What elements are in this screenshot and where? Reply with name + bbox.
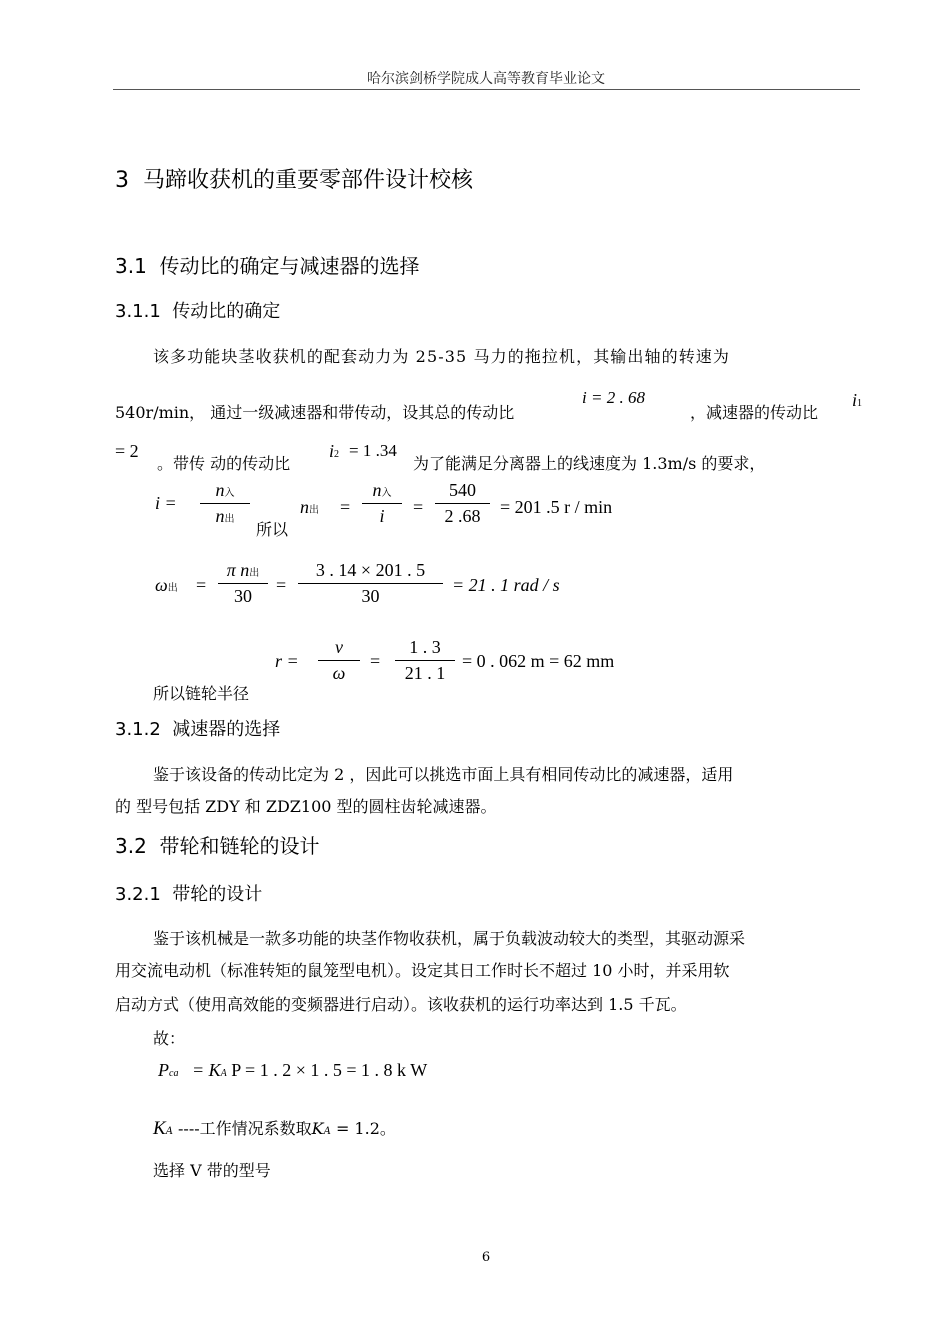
section-title: 传动比的确定	[172, 301, 281, 322]
section-3-1-heading	[115, 250, 420, 279]
fraction-bar	[395, 660, 455, 661]
f2-lhs: ω	[155, 575, 168, 595]
paragraph-line: 该多功能块茎收获机的配套动力为 25-35 马力的拖拉机，其输出轴的转速为	[153, 347, 730, 366]
f2-num2: 3 . 14 × 201 . 5	[315, 560, 426, 580]
f3-num1: v	[335, 637, 343, 657]
formula2-fraction2	[298, 560, 443, 607]
fraction-bar	[362, 503, 402, 504]
formula3-lhs: r =	[275, 651, 299, 671]
formula2-lhs	[155, 575, 178, 596]
chapter-number: 3	[115, 168, 129, 193]
f1-den2: i	[379, 506, 385, 526]
f1-lhs2: n	[300, 497, 309, 517]
eq-text: i = 2 . 68	[582, 388, 645, 407]
fraction-bar	[435, 503, 490, 504]
page-header: 哈尔滨剑桥学院成人高等教育毕业论文	[367, 71, 605, 87]
ka-symbol: K	[153, 1118, 166, 1139]
fraction-bar	[298, 583, 443, 584]
formula3-eq1: =	[370, 651, 381, 671]
section-number: 3.2.1	[115, 884, 161, 905]
section-title: 减速器的选择	[172, 719, 281, 740]
paragraph-line: 启动方式（使用高效能的变频器进行启动）。该收获机的运行功率达到 1.5 千瓦。	[115, 995, 687, 1014]
formula1-lhs2	[300, 497, 319, 518]
f2-lhs-sub: 出	[167, 583, 178, 594]
power-formula	[158, 1060, 427, 1081]
formula3-fraction2	[395, 637, 455, 684]
section-title: 带轮的设计	[172, 884, 263, 905]
section-3-2-heading	[115, 830, 320, 859]
f3-den2: 21 . 1	[404, 663, 446, 683]
paragraph-line: 。带传 动的传动比	[157, 454, 291, 473]
formula3-result: = 0 . 062 m = 62 mm	[462, 651, 615, 671]
section-number: 3.1	[115, 254, 147, 278]
f1-num2: n	[372, 480, 382, 500]
chapter-title: 马蹄收获机的重要零部件设计校核	[143, 168, 474, 193]
fraction-bar	[218, 583, 268, 584]
i2-subscript: 2	[334, 449, 340, 460]
f1-den3: 2 .68	[444, 506, 481, 526]
section-number: 3.1.1	[115, 301, 161, 322]
f1-num3: 540	[449, 480, 476, 500]
chapter-heading	[115, 163, 473, 194]
ka-text: ----工作情况系数取	[178, 1119, 312, 1138]
ka2-symbol: K	[311, 1119, 324, 1138]
pca-symbol: P	[158, 1060, 169, 1080]
paragraph-line: 为了能满足分离器上的线速度为 1.3m/s 的要求，	[413, 454, 766, 473]
section-title: 带轮和链轮的设计	[159, 834, 320, 858]
i2-symbol: i	[329, 441, 335, 461]
f2-den2: 30	[361, 586, 380, 606]
header-rule	[113, 89, 860, 90]
formula1-eq2: =	[413, 497, 424, 517]
formula2-fraction1	[218, 560, 268, 607]
formula1-so: 所以	[256, 520, 289, 539]
equation-total-ratio	[582, 388, 645, 408]
ka-subscript: A	[165, 1126, 173, 1137]
formula3-lead: 所以链轮半径	[153, 684, 250, 703]
section-title: 传动比的确定与减速器的选择	[159, 254, 420, 278]
i1-symbol: i	[852, 390, 858, 410]
formula1-result: = 201 .5 r / min	[500, 497, 613, 517]
formula1-eq: =	[340, 497, 351, 517]
paragraph-line: 的 型号包括 ZDY 和 ZDZ100 型的圆柱齿轮减速器。	[115, 797, 497, 816]
formula2-eq1: =	[196, 575, 207, 595]
pca-eq-sub: A	[220, 1068, 227, 1079]
f2-den1: 30	[234, 586, 252, 606]
section-number: 3.1.2	[115, 719, 161, 740]
paragraph-line: ，减速器的传动比	[690, 403, 819, 422]
fraction-bar	[200, 503, 250, 504]
pca-eq: = K	[191, 1060, 221, 1080]
paragraph-line: 鉴于该机械是一款多功能的块茎作物收获机，属于负载波动较大的类型，其驱动源采	[153, 929, 746, 948]
f1-den: n	[215, 506, 225, 526]
formula3-fraction1	[318, 637, 360, 684]
f1-den-sub: 出	[224, 514, 235, 525]
formula2-result: = 21 . 1 rad / s	[452, 575, 560, 595]
section-3-1-1-heading	[115, 297, 280, 323]
formula1-fraction	[200, 480, 250, 527]
page-number: 6	[481, 1250, 491, 1265]
equation-i2-value: = 1 .34	[349, 441, 397, 460]
section-3-1-2-heading	[115, 715, 280, 741]
formula1-fraction2	[362, 480, 402, 527]
section-3-2-1-heading	[115, 880, 262, 906]
formula2-eq2: =	[276, 575, 287, 595]
ka2-subscript: A	[323, 1126, 331, 1137]
paragraph-line: 540r/min， 通过一级减速器和带传动，设其总的传动比	[115, 403, 515, 422]
paragraph-line: 选择 V 带的型号	[153, 1161, 271, 1180]
paragraph-line: 用交流电动机（标准转矩的鼠笼型电机）。设定其日工作时长不超过 10 小时，并采用软	[115, 961, 730, 980]
f2-num1-sub: 出	[249, 568, 260, 579]
f1-num: n	[215, 480, 225, 500]
f3-num2: 1 . 3	[409, 637, 441, 657]
paragraph-line: 鉴于该设备的传动比定为 2 ，因此可以挑选市面上具有相同传动比的减速器，适用	[153, 765, 734, 784]
f1-num-sub: 入	[224, 488, 235, 499]
formula1-lhs-text: i =	[155, 493, 177, 513]
f1-num2-sub: 入	[381, 488, 392, 499]
equation-i1-value: = 2	[115, 441, 139, 461]
f1-lhs2-sub: 出	[309, 505, 319, 516]
symbol-i1	[852, 390, 862, 411]
i1-subscript: 1	[857, 398, 863, 409]
section-number: 3.2	[115, 834, 147, 858]
f3-den1: ω	[332, 663, 346, 683]
paragraph-line: 故：	[153, 1029, 186, 1048]
pca-subscript: ca	[169, 1068, 179, 1079]
ka-line	[153, 1116, 396, 1140]
fraction-bar	[318, 660, 360, 661]
formula1-lhs	[155, 493, 177, 514]
f2-num1: π n	[226, 560, 250, 580]
formula1-fraction3	[435, 480, 490, 527]
ka-value: = 1.2。	[335, 1119, 396, 1138]
pca-rest: P = 1 . 2 × 1 . 5 = 1 . 8 k W	[231, 1060, 428, 1080]
symbol-i2	[329, 441, 339, 462]
